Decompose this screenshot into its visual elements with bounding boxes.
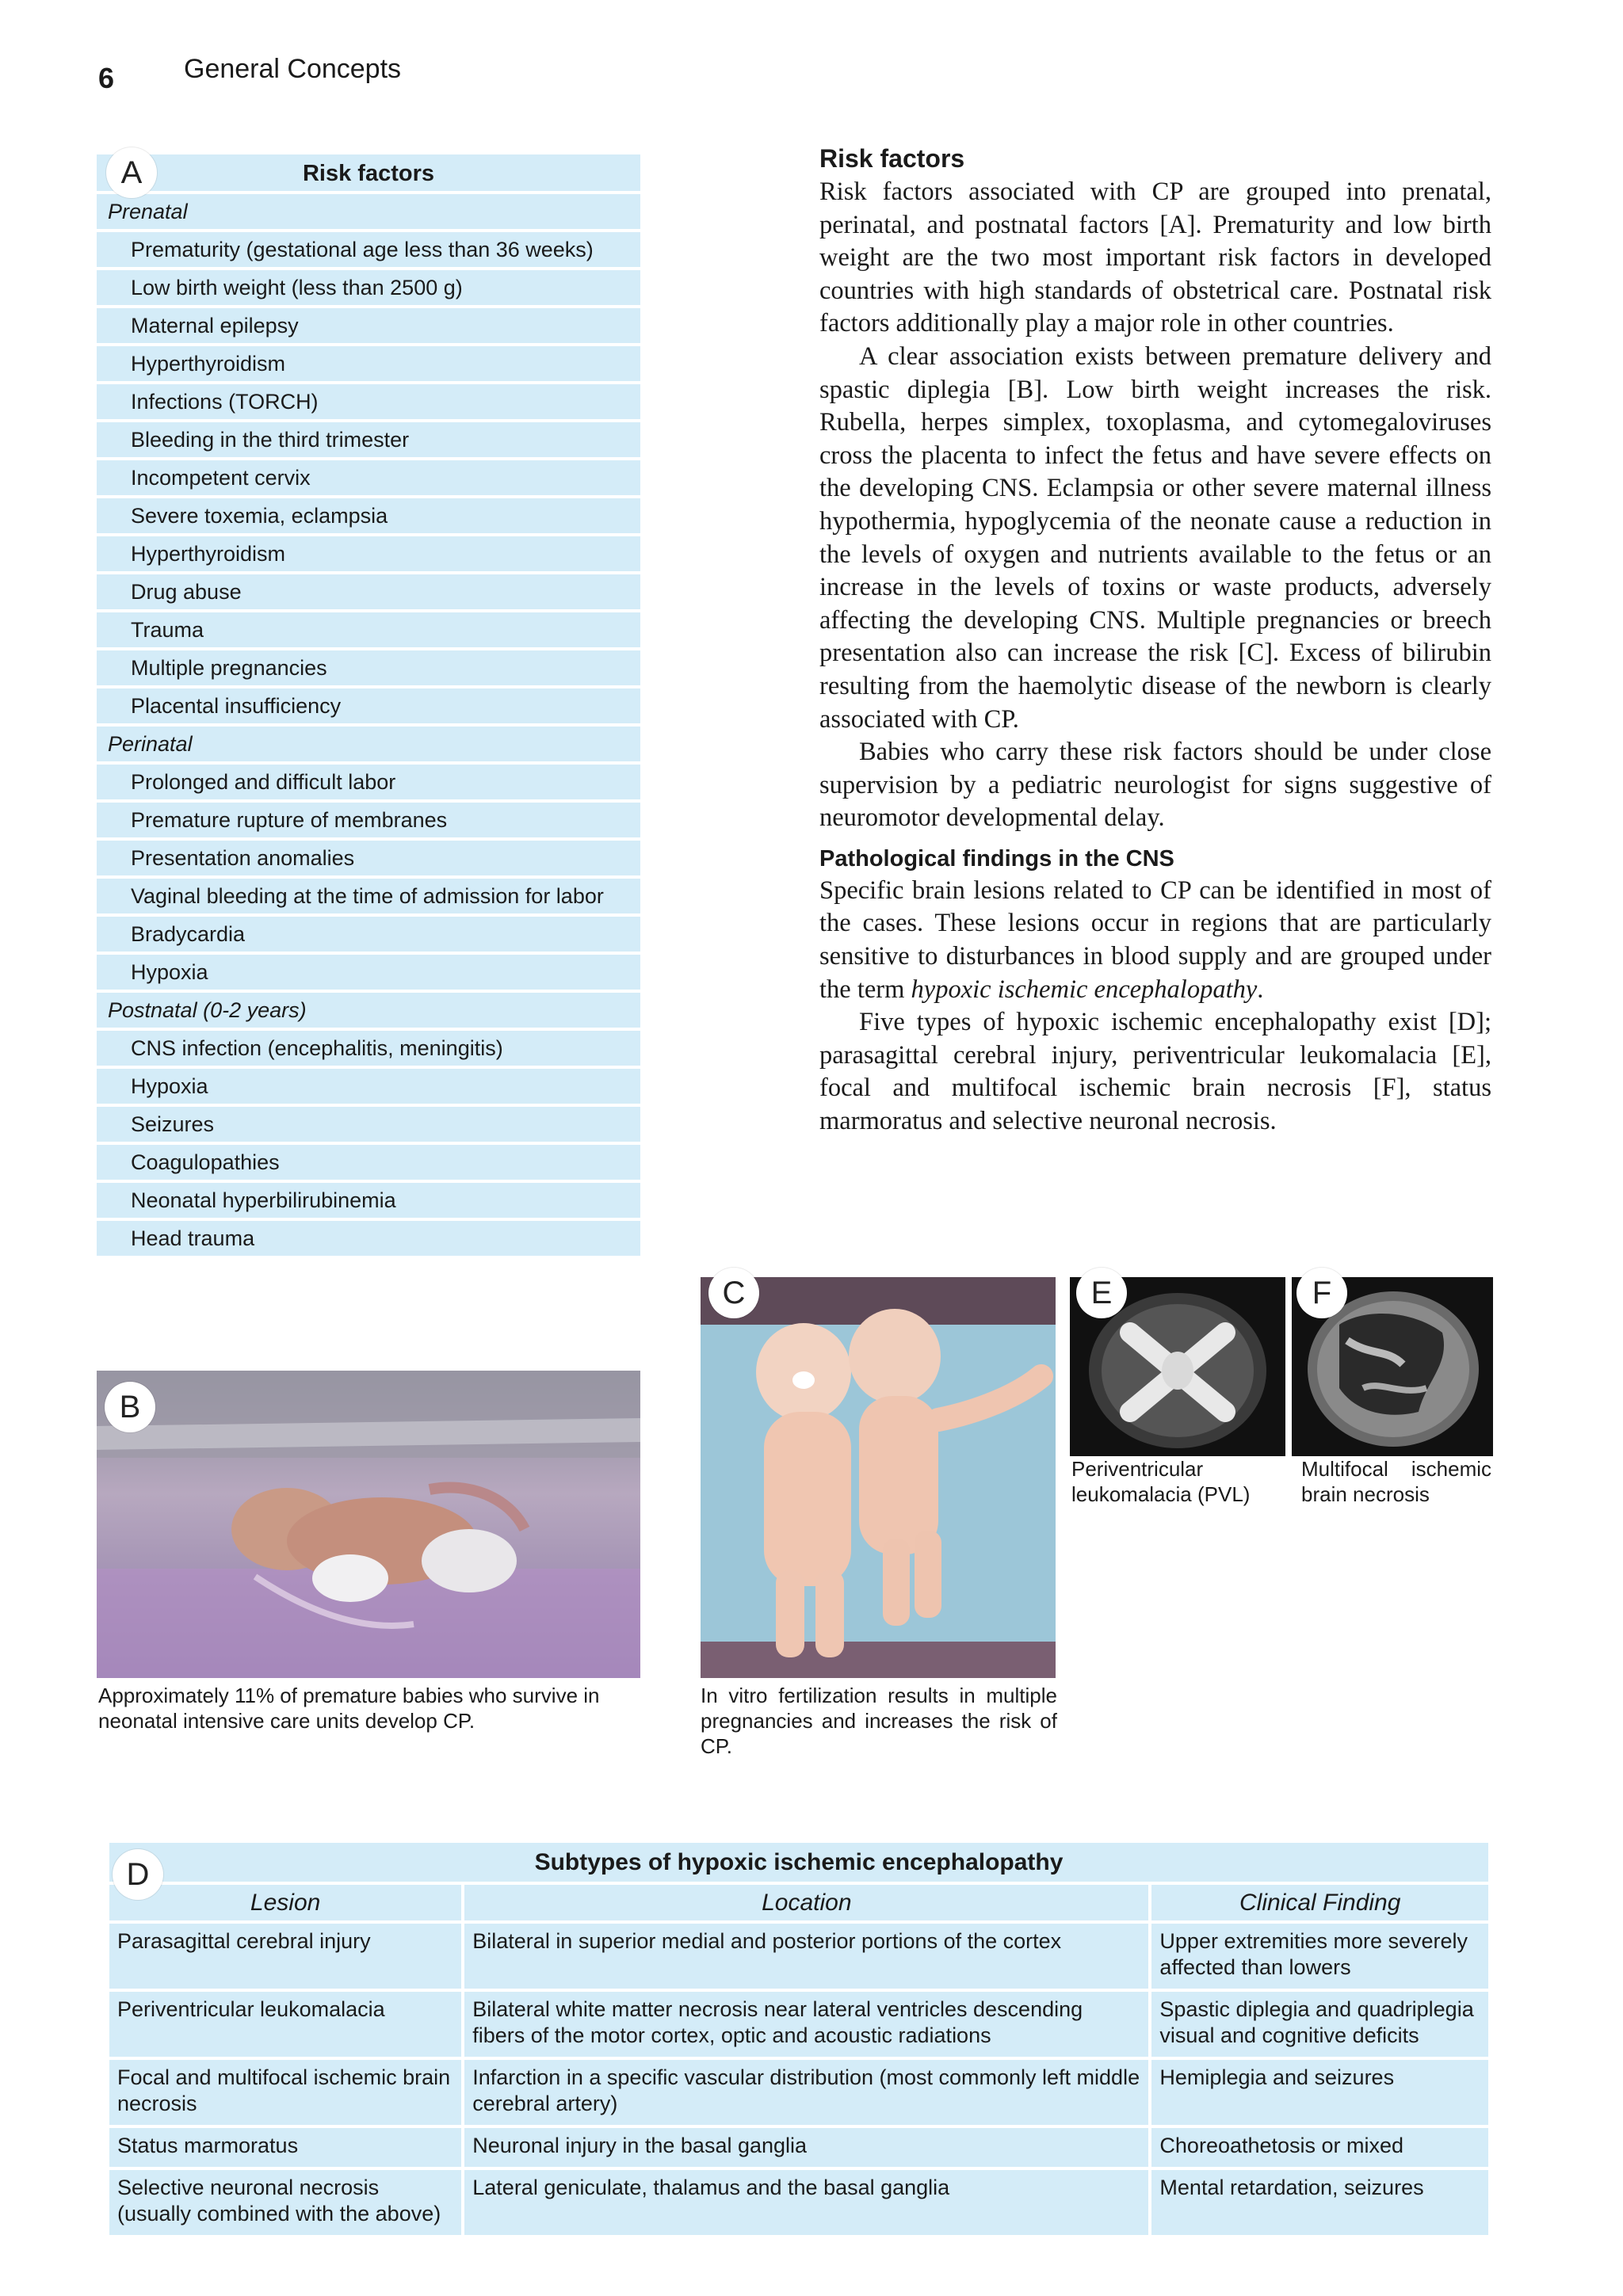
risk-factor-item: Prolonged and difficult labor (97, 765, 640, 799)
risk-factor-item: Incompetent cervix (97, 460, 640, 495)
column-header-lesion: Lesion (109, 1885, 461, 1920)
photo-premature-baby (97, 1371, 640, 1678)
paragraph-text: . (1257, 974, 1264, 1004)
risk-factor-item: Seizures (97, 1107, 640, 1142)
lesion-cell: Focal and multifocal ischemic brain necrosis (109, 2060, 461, 2125)
clinical-finding-cell: Spastic diplegia and quadriplegia visual and cognitive deficits (1151, 1992, 1488, 2057)
risk-factor-item: Low birth weight (less than 2500 g) (97, 270, 640, 305)
emphasized-term: hypoxic ischemic encephalopathy (911, 974, 1258, 1004)
paragraph: Babies who carry these risk factors should be under close supervision by a pediatric neurologist for signs suggestive of neuromotor developmental delay. (819, 738, 1491, 833)
table-row (109, 1924, 1488, 1989)
risk-factor-item: Trauma (97, 612, 640, 647)
risk-factor-item: Placental insufficiency (97, 688, 640, 723)
clinical-finding-cell: Hemiplegia and seizures (1151, 2060, 1488, 2125)
risk-factor-item: Severe toxemia, eclampsia (97, 498, 640, 533)
risk-factor-item: Bradycardia (97, 917, 640, 952)
clinical-finding-cell: Mental retardation, seizures (1151, 2170, 1488, 2235)
paragraph (819, 875, 1491, 1006)
twins-image (701, 1277, 1056, 1678)
risk-category-label: Perinatal (97, 727, 640, 761)
subtypes-table-title: Subtypes of hypoxic ischemic encephalopathy (109, 1843, 1488, 1882)
figure-badge-a: A (106, 147, 157, 198)
clinical-finding-cell: Choreoathetosis or mixed (1151, 2128, 1488, 2167)
clinical-finding-cell: Upper extremities more severely affected than lowers (1151, 1924, 1488, 1989)
risk-factors-table (97, 154, 640, 1259)
figure-caption-b: Approximately 11% of premature babies who survive in neonatal intensive care units develop CP. (98, 1684, 600, 1733)
table-row (109, 2128, 1488, 2167)
risk-factor-item: Hypoxia (97, 955, 640, 990)
risk-factor-item: Presentation anomalies (97, 841, 640, 875)
lesion-cell: Status marmoratus (109, 2128, 461, 2167)
paragraph: Five types of hypoxic ischemic encephalopathy exist [D]; parasagittal cerebral injury, periventricular leukomalacia [E], focal and multifocal ischemic brain necrosis [F], status marmoratus and selective neuronal necrosis. (819, 1008, 1491, 1136)
body-text-column (819, 141, 1491, 1138)
risk-factor-item: Maternal epilepsy (97, 308, 640, 343)
risk-table-rows (97, 194, 640, 1256)
lesion-cell: Selective neuronal necrosis (usually combined with the above) (109, 2170, 461, 2235)
table-row (109, 2170, 1488, 2235)
risk-factor-item: Vaginal bleeding at the time of admission for labor (97, 879, 640, 913)
figure-caption-f: Multifocal ischemic brain necrosis (1301, 1457, 1491, 1506)
risk-factor-item: Infections (TORCH) (97, 384, 640, 419)
risk-factor-item: Head trauma (97, 1221, 640, 1256)
paragraph: Risk factors associated with CP are grouped into prenatal, perinatal, and postnatal factors [A]. Prematurity and low birth weight are the two most important risk factors in developed countries with high standards of obstetrical care. Postnatal risk factors additionally play a major role in other countries. (819, 177, 1491, 338)
photo-twins (701, 1277, 1056, 1678)
figure-badge-d: D (113, 1849, 163, 1900)
location-cell: Bilateral white matter necrosis near lateral ventricles descending fibers of the motor cortex, optic and acoustic radiations (464, 1992, 1148, 2057)
risk-factor-item: CNS infection (encephalitis, meningitis) (97, 1031, 640, 1066)
risk-factor-item: Bleeding in the third trimester (97, 422, 640, 457)
location-cell: Bilateral in superior medial and posterior portions of the cortex (464, 1924, 1148, 1989)
table-row (109, 2060, 1488, 2125)
location-cell: Neuronal injury in the basal ganglia (464, 2128, 1148, 2167)
paragraph: A clear association exists between premature delivery and spastic diplegia [B]. Low birth weight increases the risk. Rubella, herpes simplex, toxoplasma, and cytomegaloviruses cross the placenta to infect the fetus and have severe effects on the developing CNS. Eclampsia or other severe maternal illness hypothermia, hypoglycemia of the neonate cause a reduction in the levels of oxygen and nutrients available to the fetus or an increase in the levels of toxins or waste products, adversely affecting the developing CNS. Multiple pregnancies or breech presentation also can increase the risk [C]. Excess of bilirubin resulting from the haemolytic disease of the newborn is clearly associated with CP. (819, 341, 1491, 734)
risk-factor-item: Drug abuse (97, 574, 640, 609)
risk-factor-item: Hyperthyroidism (97, 346, 640, 381)
risk-category-label: Postnatal (0-2 years) (97, 993, 640, 1028)
figure-caption-e: Periventricular leukomalacia (PVL) (1071, 1457, 1251, 1506)
subtypes-table-body (109, 1924, 1488, 2235)
figure-badge-c: C (708, 1268, 759, 1318)
section-heading-pathological-findings: Pathological findings in the CNS (819, 845, 1174, 871)
running-header-title: General Concepts (184, 54, 402, 84)
location-cell: Infarction in a specific vascular distribution (most commonly left middle cerebral artery) (464, 2060, 1148, 2125)
risk-category-label: Prenatal (97, 194, 640, 229)
subtypes-table (106, 1840, 1491, 2238)
column-header-location: Location (464, 1885, 1148, 1920)
figure-badge-e: E (1076, 1268, 1127, 1318)
lesion-cell: Parasagittal cerebral injury (109, 1924, 461, 1989)
paragraph-text: Specific brain lesions related to CP can be identified in most of the cases. These lesions occur in regions that are particularly sensitive to disturbances in blood supply and are grouped under the term (819, 875, 1491, 1004)
figure-badge-b: B (105, 1382, 155, 1432)
lesion-cell: Periventricular leukomalacia (109, 1992, 461, 2057)
figure-badge-f: F (1296, 1268, 1347, 1318)
section-heading-risk-factors: Risk factors (819, 144, 965, 173)
column-header-clinical-finding: Clinical Finding (1151, 1885, 1488, 1920)
risk-factor-item: Coagulopathies (97, 1145, 640, 1180)
premature-baby-image (97, 1371, 640, 1678)
risk-factor-item: Prematurity (gestational age less than 36 weeks) (97, 232, 640, 267)
risk-factor-item: Hypoxia (97, 1069, 640, 1104)
risk-factor-item: Hyperthyroidism (97, 536, 640, 571)
location-cell: Lateral geniculate, thalamus and the basal ganglia (464, 2170, 1148, 2235)
page-number: 6 (98, 62, 115, 94)
risk-table-title: Risk factors (97, 154, 640, 191)
table-row (109, 1992, 1488, 2057)
risk-factor-item: Neonatal hyperbilirubinemia (97, 1183, 640, 1218)
figure-caption-c: In vitro fertilization results in multiple pregnancies and increases the risk of CP. (701, 1684, 1057, 1758)
risk-factor-item: Premature rupture of membranes (97, 803, 640, 837)
risk-factor-item: Multiple pregnancies (97, 650, 640, 685)
